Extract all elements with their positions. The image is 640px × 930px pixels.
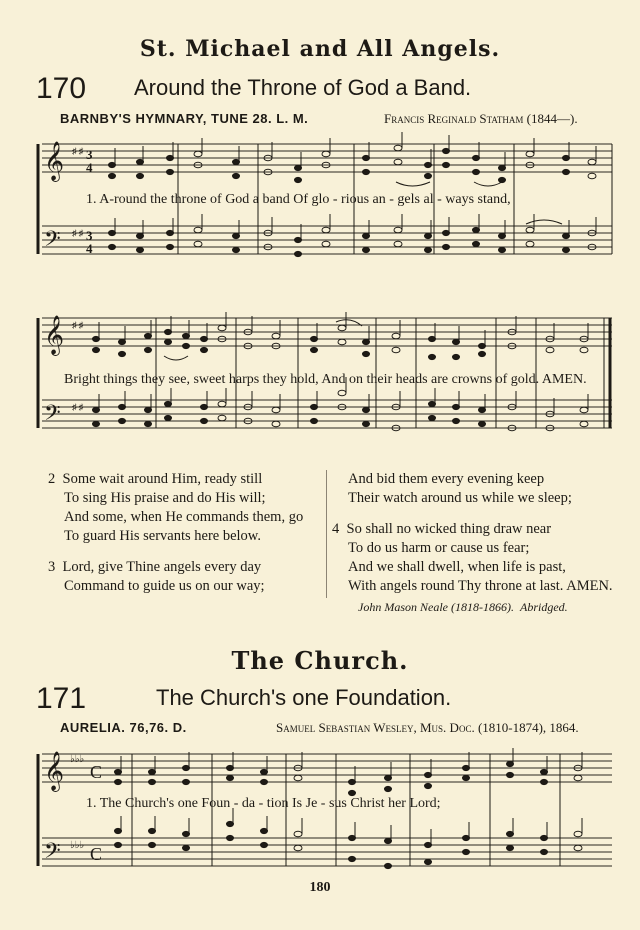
key-signature-sharps: ♯ ♯ xyxy=(72,146,84,156)
svg-text:♯ ♯: ♯ ♯ xyxy=(72,402,84,412)
stanza-2 xyxy=(48,470,303,546)
hymn-170-title: Around the Throne of God a Band. xyxy=(134,75,472,100)
music-system-3 xyxy=(36,748,616,876)
attribution-note: Abridged. xyxy=(519,600,568,614)
stanza-3-continued xyxy=(332,470,613,508)
time-signature-top: 3 xyxy=(86,147,93,162)
svg-text:𝄞: 𝄞 xyxy=(44,751,65,791)
svg-text:𝄞: 𝄞 xyxy=(44,315,65,355)
hymn-171-number: 171 xyxy=(36,682,87,715)
bass-clef-icon: 𝄢 xyxy=(44,227,61,257)
hymn-170-lyric-line-2: Bright things they see, sweet harps they hold, And on their heads are crowns of gold. AMEN. xyxy=(64,372,587,387)
page-number: 180 xyxy=(309,880,331,895)
stanza-line: Their watch around us while we sleep; xyxy=(348,490,572,506)
hymn-171-lyric-line-1: 1. The Church's one Foun - da - tion Is Je - sus Christ her Lord; xyxy=(86,796,441,811)
hymn-170-lyric-line-1: 1. A-round the throne of God a band Of glo - rious an - gels al - ways stand, xyxy=(86,192,511,207)
svg-text:𝄢: 𝄢 xyxy=(44,401,61,431)
svg-text:♯ ♯: ♯ ♯ xyxy=(72,228,84,238)
stanza-line: Lord, give Thine angels every day xyxy=(62,559,262,575)
common-time-icon: C xyxy=(90,762,103,782)
svg-text:C: C xyxy=(90,844,103,864)
running-header: St. Michael and All Angels. xyxy=(139,36,501,62)
hymn-170-number: 170 xyxy=(36,72,87,105)
hymn-171-tune: AURELIA. 76,76. D. xyxy=(60,720,187,735)
hymn-170-tune: BARNBY'S HYMNARY, TUNE 28. L. M. xyxy=(60,111,309,126)
svg-text:3: 3 xyxy=(86,228,93,243)
hymn-170-composer: Francis Reginald Statham (1844—). xyxy=(384,111,578,126)
stanza-number: 4 xyxy=(332,521,340,537)
svg-text:𝄢: 𝄢 xyxy=(44,839,61,869)
stanza-3 xyxy=(48,558,303,596)
stanza-line: So shall no wicked thing draw near xyxy=(346,521,552,537)
stanza-line: And some, when He commands them, go xyxy=(64,509,304,525)
stanza-line: To guard His servants here below. xyxy=(64,528,261,544)
attribution-author: John Mason Neale (1818-1866). xyxy=(358,600,514,614)
stanza-line: Some wait around Him, ready still xyxy=(62,471,263,487)
treble-clef-icon: 𝄞 xyxy=(44,141,65,181)
section-title: The Church. xyxy=(231,646,409,675)
svg-text:4: 4 xyxy=(86,160,93,175)
hymn-170-attribution xyxy=(358,600,568,615)
svg-text:♭♭♭: ♭♭♭ xyxy=(70,840,85,851)
key-signature-flats: ♭♭♭ xyxy=(70,754,85,765)
stanza-line: Command to guide us on our way; xyxy=(64,578,265,594)
hymn-171-title: The Church's one Foundation. xyxy=(156,685,452,710)
stanzas-left-column xyxy=(48,470,303,596)
stanzas-right-column xyxy=(332,470,613,596)
hymn-171-composer: Samuel Sebastian Wesley, Mus. Doc. (1810-1874), 1864. xyxy=(276,720,579,735)
svg-text:♯ ♯: ♯ ♯ xyxy=(72,320,84,330)
svg-text:4: 4 xyxy=(86,241,93,256)
column-divider xyxy=(326,470,327,598)
stanza-line: To do us harm or cause us fear; xyxy=(348,540,530,556)
stanza-line: And bid them every evening keep xyxy=(348,471,545,487)
stanza-line: With angels round Thy throne at last. AMEN. xyxy=(348,578,613,594)
stanza-line: To sing His praise and do His will; xyxy=(64,490,266,506)
stanza-line: And we shall dwell, when life is past, xyxy=(348,559,566,575)
stanza-4 xyxy=(332,520,613,596)
stanza-number: 2 xyxy=(48,471,56,487)
stanza-number: 3 xyxy=(48,559,56,575)
